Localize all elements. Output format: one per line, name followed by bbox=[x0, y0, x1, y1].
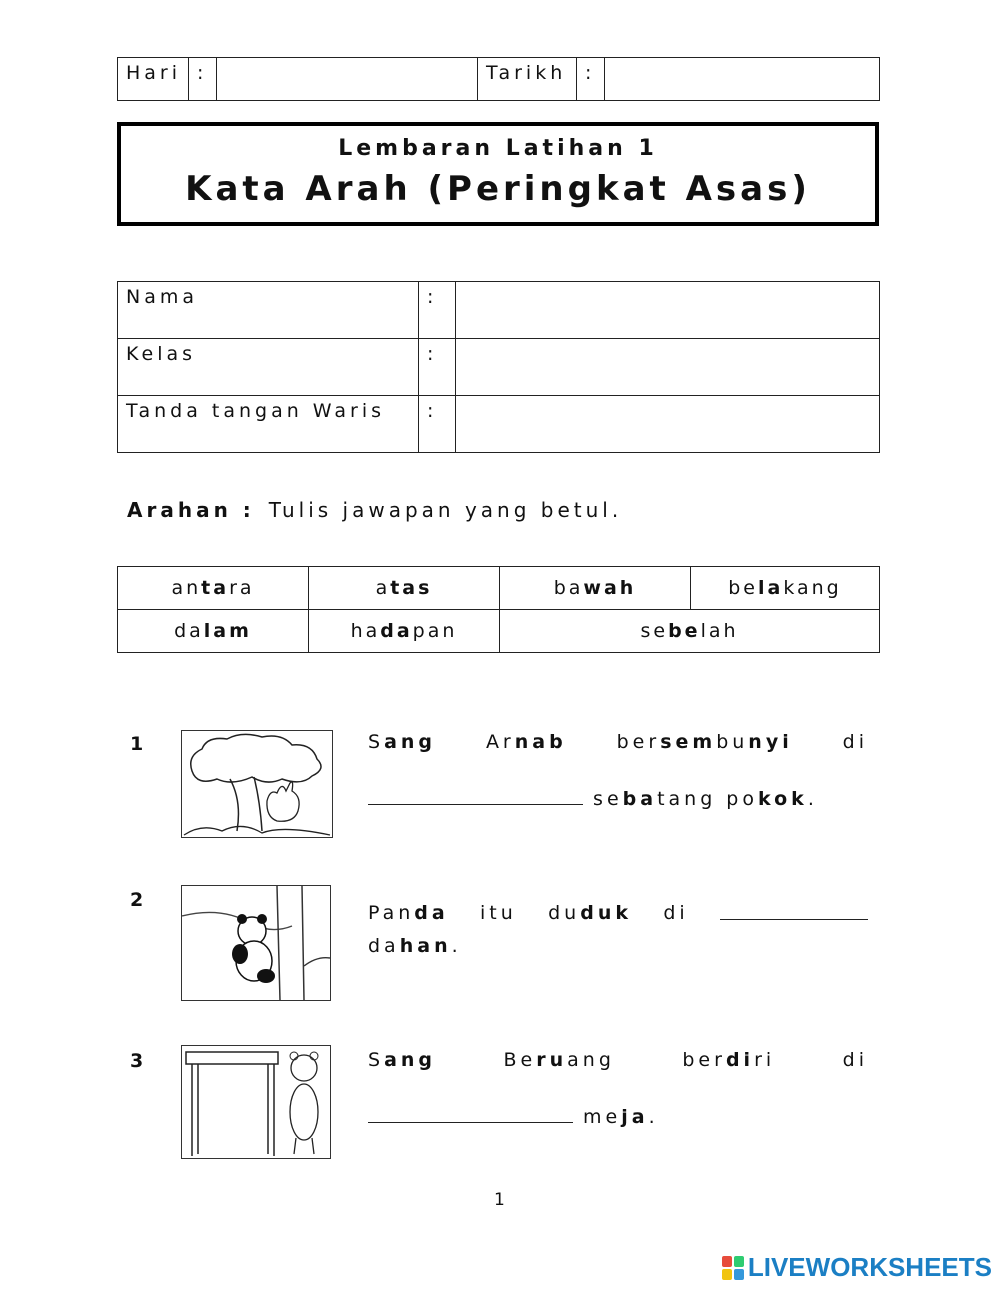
class-field[interactable] bbox=[456, 339, 880, 396]
answer-blank[interactable] bbox=[368, 782, 583, 805]
instruction-label: Arahan : bbox=[127, 498, 255, 522]
title-box bbox=[117, 122, 879, 226]
colon: : bbox=[189, 58, 217, 101]
class-label: Kelas bbox=[118, 339, 419, 396]
word-bawah: bawah bbox=[500, 567, 691, 610]
colon: : bbox=[419, 339, 456, 396]
colon: : bbox=[419, 282, 456, 339]
word-bank-table bbox=[117, 566, 880, 653]
answer-blank[interactable] bbox=[720, 897, 868, 920]
question-2-text: Panda itu duduk di dahan. bbox=[368, 897, 868, 963]
name-label: Nama bbox=[118, 282, 419, 339]
parent-signature-label: Tanda tangan Waris bbox=[118, 396, 419, 453]
brand-name: LIVEWORKSHEETS bbox=[747, 1252, 992, 1282]
date-label: Tarikh bbox=[478, 58, 577, 101]
question-3-text: Sang Beruang berdiri di meja. bbox=[368, 1049, 868, 1128]
rabbit-behind-tree-icon bbox=[181, 730, 333, 838]
answer-blank[interactable] bbox=[368, 1100, 573, 1123]
name-field[interactable] bbox=[456, 282, 880, 339]
word-belakang: belakang bbox=[691, 567, 880, 610]
student-info-table bbox=[117, 281, 880, 453]
instruction bbox=[127, 498, 622, 522]
question-number: 1 bbox=[130, 733, 144, 755]
word-antara: antara bbox=[118, 567, 309, 610]
liveworksheets-logo bbox=[721, 1252, 992, 1283]
liveworksheets-icon bbox=[721, 1255, 745, 1281]
date-header-table bbox=[117, 57, 880, 101]
day-field[interactable] bbox=[217, 58, 478, 101]
word-dalam: dalam bbox=[118, 610, 309, 653]
panda-on-branch-icon bbox=[181, 885, 331, 1001]
worksheet-subtitle: Lembaran Latihan 1 bbox=[338, 136, 658, 161]
word-atas: atas bbox=[309, 567, 500, 610]
word-hadapan: hadapan bbox=[309, 610, 500, 653]
instruction-text: Tulis jawapan yang betul. bbox=[268, 498, 623, 522]
bear-beside-table-icon bbox=[181, 1045, 331, 1159]
parent-signature-field[interactable] bbox=[456, 396, 880, 453]
colon: : bbox=[577, 58, 605, 101]
page-number: 1 bbox=[494, 1190, 505, 1210]
question-1-text: Sang Arnab bersembunyi di sebatang pokok. bbox=[368, 731, 868, 810]
day-label: Hari bbox=[118, 58, 189, 101]
worksheet-title: Kata Arah (Peringkat Asas) bbox=[185, 169, 811, 209]
date-field[interactable] bbox=[605, 58, 880, 101]
question-number: 2 bbox=[130, 889, 144, 911]
colon: : bbox=[419, 396, 456, 453]
word-sebelah: sebelah bbox=[500, 610, 880, 653]
question-number: 3 bbox=[130, 1050, 144, 1072]
